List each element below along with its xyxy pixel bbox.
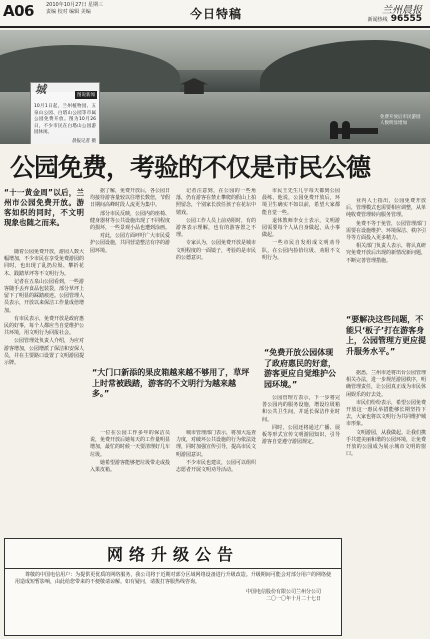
- paragraph: 部分市民反映，公园内的座椅、健身器材等公共设施出现了不同程度的损坏，一些景观小品也遭到涂画。: [90, 210, 170, 232]
- article-column-4: [262, 188, 340, 343]
- paragraph: 文明游园，从我做起。让我们携手共建美丽和谐的公园环境，让免费开放的公园成为展示城市文明的窗口。: [346, 429, 426, 458]
- advertisement: [4, 538, 342, 636]
- pull-quote-1: “大门口新添的果皮箱越来越不够用了，草坪上时常被践踏，游客的不文明行为越来越多。”: [92, 368, 250, 398]
- paragraph: 对此，公园方面呼吁广大市民爱护公园设施，共同营造整洁有序的游园环境。: [90, 233, 170, 254]
- paragraph: 公园工作人员上前劝阻时，有的游客表示理解，也有的游客置之不理。: [176, 217, 256, 239]
- photo-caption: 10月1日起，兰州植物园、五泉山公园、白塔山公园等市属公园免费开放。图为10月26日，不少市民在白塔山公园游园休闲。: [34, 104, 96, 135]
- paragraph: 专家认为，公园免费开放是城市文明程度的一面镜子，考验的是市民的公德意识。: [176, 240, 256, 261]
- paragraph: 免费不等于免管，公园管理部门需要在设施维护、环境保洁、秩序引导等方面投入更多精力。: [346, 220, 426, 242]
- paragraph: 公园管理方表示，下一步将完善公园内的服务设施，增设垃圾箱和公共卫生间，并延长保洁作业时间。: [262, 395, 340, 423]
- date-line: 2010年10月27日 星期三: [46, 2, 104, 8]
- paragraph: 记者注意到，在公园的一些角落，仍有游客在禁止攀爬的假山上拍照留念，个别家长放任孩子在花坛中嬉戏。: [176, 188, 256, 216]
- ad-signer: 中国电信股份有限公司兰州分公司: [245, 589, 321, 595]
- paragraph: 市民王先生几乎每天都到公园晨练，他说，公园免费开放后，环境卫生确实不如以前，希望大家都能自觉一些。: [262, 188, 340, 216]
- paragraph: 一些市民自发组成文明劝导队，在公园内捡拾垃圾、劝阻不文明行为。: [262, 240, 340, 261]
- lead-photo: [0, 30, 430, 144]
- article-column-5-lower: [346, 370, 426, 633]
- paragraph: 随着公园免费开放，游园人数大幅增加，不少市民在享受免费游园的同时，也出现了乱扔垃圾、攀折花木、践踏草坪等不文明行为。: [4, 249, 84, 277]
- lead-paragraph: “十一黄金周”以后，兰州市公园免费开放。游客如织的同时，不文明现象也随之而来。: [4, 188, 84, 227]
- pull-quote-2: “免费开放公园体现了政府惠民的好意，游客更应自觉维护公园环境。”: [264, 348, 336, 389]
- paragraph: 有市民表示，免费开放是政府惠民的好事，每个人都应当自觉维护公共环境，用文明行为回报社会。: [4, 315, 84, 337]
- article-column-4-lower: [262, 395, 340, 533]
- article-column-3: [176, 188, 256, 333]
- paragraph: 据了解，免费开放后，各公园日均接待游客量较以往增长数倍，节假日期间高峰时段人流更为集中。: [90, 188, 170, 209]
- editor-line: 责编 校对 编辑 美编: [46, 9, 91, 15]
- ad-body: 尊敬的中国电信用户：为提供更优质的网络服务，我公司将于近期对部分区域网络设备进行升级改造。升级期间可能会对部分用户的网络使用造成短暂影响，由此给您带来的不便敬请谅解。如有疑问，请拨打客服热线咨询。: [15, 572, 331, 585]
- paragraph: 记者在五泉山公园看到，一些游客随手丢弃食品包装袋，部分草坪上留下了明显的踩踏痕迹。公园管理人员表示，开放以来保洁工作量成倍增加。: [4, 278, 84, 314]
- photo-people: [300, 115, 360, 139]
- article-column-2: [90, 188, 170, 373]
- paragraph: 不少市民也建议，公园可以组织志愿者开展文明劝导活动。: [176, 459, 256, 474]
- photo-caption-box: [30, 82, 100, 144]
- article-column-2-lower: [90, 430, 170, 533]
- photo-side-text: 免费开放后市民游园人数明显增加: [380, 115, 421, 126]
- paragraph: 公园管理处负责人介绍，为应对游客增加，公园增派了保洁和安保人员，并在主要路口设置了文明游园提示牌。: [4, 338, 84, 367]
- paragraph: 城市管理部门表示，将加大巡查力度，对破坏公共设施的行为依法处理，同时加强宣传引导，提高市民文明游园意识。: [176, 430, 256, 458]
- paragraph: 市民们纷纷表示，希望公园免费开放这一惠民举措能够长期坚持下去，大家也将以文明行为共同维护城市形象。: [346, 399, 426, 428]
- article-column-3-lower: [176, 430, 256, 533]
- headline: 公园免费，考验的不仅是市民公德: [10, 153, 371, 182]
- pull-quote-3: “要解决这些问题，不能只‘板子’打在游客身上，公园管理方更应提升服务水平。”: [346, 315, 426, 356]
- photo-badge-sub: 图说新闻: [77, 93, 95, 98]
- hotline-label: 新闻热线: [367, 17, 388, 23]
- section-title: 今日特稿: [190, 7, 243, 21]
- masthead: [0, 0, 430, 28]
- paragraph: 她希望游客能够把垃圾带走或投入果皮箱。: [90, 459, 170, 474]
- article-column-1: [4, 249, 84, 533]
- photo-person: [330, 121, 338, 139]
- paragraph: 同时，公园还将通过广播、展板等形式宣传文明游园知识，引导游客自觉遵守游园规定。: [262, 424, 340, 446]
- paragraph: 业内人士指出，公园免费开放后，管理模式也需要相应调整，从单纯收费管理转向服务管理。: [346, 198, 426, 219]
- paper-name: 兰州晨报: [382, 5, 422, 16]
- ad-title: 网络升级公告: [5, 542, 341, 569]
- photo-credit: 晨报记者 摄: [72, 138, 96, 144]
- paragraph: 退休教师李女士表示，文明游园需要每个人从自身做起，从小事做起。: [262, 217, 340, 239]
- hotline-number: 96555: [390, 14, 422, 24]
- ad-date: 二〇一〇年十月二十七日: [265, 596, 321, 602]
- paragraph: 相关部门负责人表示，将认真研究免费开放后出现的新情况新问题，不断完善管理措施。: [346, 243, 426, 264]
- photo-badge: 城: [35, 83, 46, 96]
- paragraph: 一位在公园工作多年的保洁员说，免费开放后她每天的工作量明显增加，最忙的时候一天要清理好几车垃圾。: [90, 430, 170, 458]
- page-number: A06: [3, 2, 34, 20]
- paragraph: 据悉，兰州市还将出台公园管理相关办法，进一步规范游园秩序，明确管理责任，让公园真正成为市民休闲娱乐的好去处。: [346, 370, 426, 398]
- hotline: [368, 14, 422, 24]
- photo-person: [342, 121, 350, 139]
